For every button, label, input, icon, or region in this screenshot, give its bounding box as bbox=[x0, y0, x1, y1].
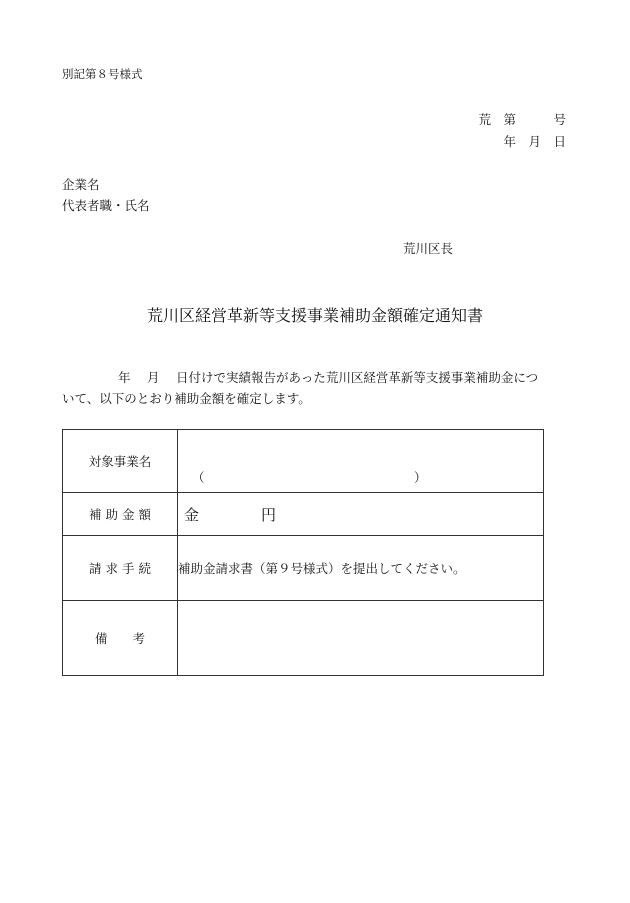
recipient-representative-label: 代表者職・氏名 bbox=[62, 198, 150, 213]
project-name-label: 対象事業名 bbox=[63, 430, 178, 493]
amount-label: 補 助 金 額 bbox=[63, 493, 178, 536]
amount-suffix: 円 bbox=[261, 505, 277, 524]
table-row-project bbox=[63, 430, 544, 493]
details-table bbox=[62, 429, 544, 676]
project-name-cell bbox=[178, 430, 544, 493]
table-row-procedure bbox=[63, 536, 544, 601]
amount-prefix: 金 bbox=[184, 505, 200, 524]
body-line-1: 年 月 日付けで実績報告があった荒川区経営革新等支援事業補助金につ bbox=[118, 370, 539, 385]
procedure-label: 請 求 手 続 bbox=[63, 536, 178, 601]
remarks-label: 備 考 bbox=[63, 601, 178, 676]
form-number: 別記第８号様式 bbox=[62, 67, 143, 81]
issue-date: 年 月 日 bbox=[503, 134, 566, 149]
procedure-text: 補助金請求書（第９号様式）を提出してください。 bbox=[178, 536, 544, 601]
paren-close: ） bbox=[414, 470, 427, 485]
paren-open: （ bbox=[192, 470, 205, 485]
table-row-remarks bbox=[63, 601, 544, 676]
amount-cell bbox=[178, 493, 544, 536]
reference-number: 荒 第 号 bbox=[478, 112, 566, 127]
document-title: 荒川区経営革新等支援事業補助金額確定通知書 bbox=[146, 306, 483, 325]
body-line-2: いて、以下のとおり補助金額を確定します。 bbox=[62, 391, 311, 406]
issuer-name: 荒川区長 bbox=[403, 241, 454, 256]
body-paragraph bbox=[62, 367, 582, 409]
remarks-cell bbox=[178, 601, 544, 676]
recipient-company-label: 企業名 bbox=[62, 177, 100, 192]
table-row-amount bbox=[63, 493, 544, 536]
